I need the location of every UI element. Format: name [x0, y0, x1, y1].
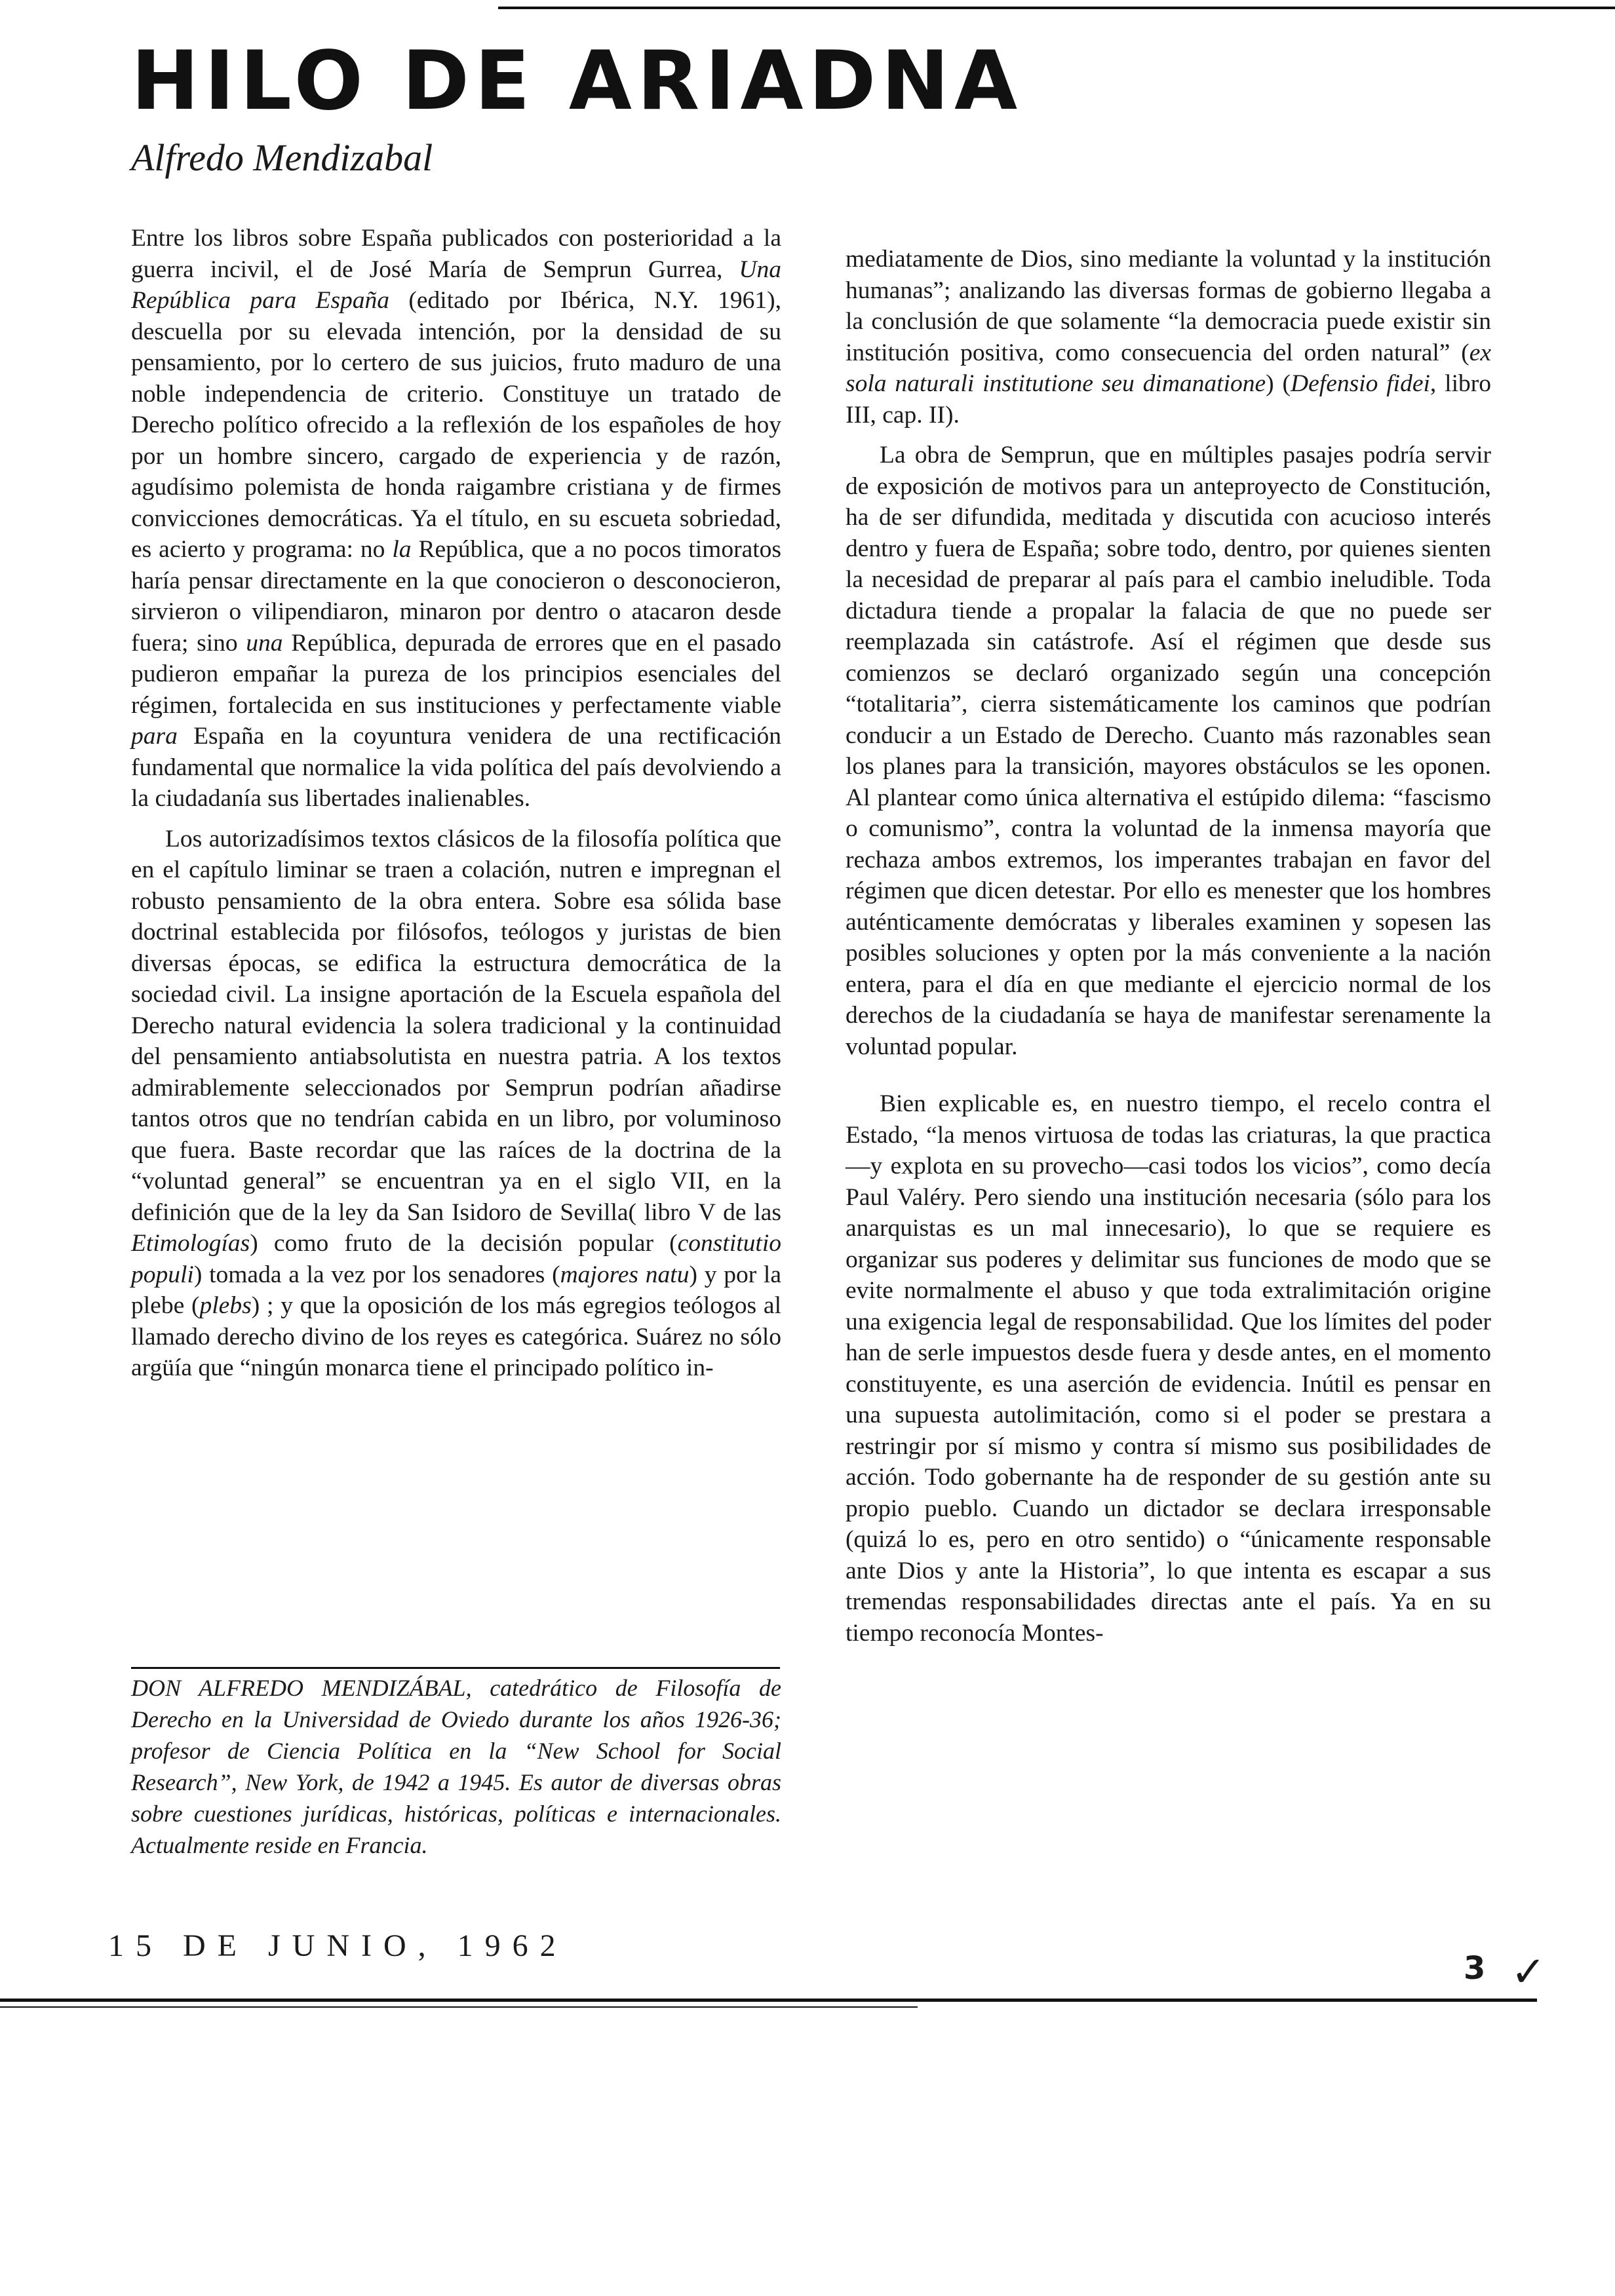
issue-date: 15 DE JUNIO, 1962: [108, 1928, 568, 1963]
page-number: 3: [1464, 1950, 1486, 1987]
corner-mark-icon: ✓: [1511, 1949, 1546, 1995]
paragraph: Los autorizadísimos textos clásicos de la filosofía política que en el capítulo liminar se traen a colación, nutren e impregnan el robusto pensamiento de la obra entera. Sobre esa sólida base doctrinal establecida por filósofos, teólogos y juristas de bien diversas épocas, se edifica la estructura democrática de la sociedad civil. La insigne aportación de la Escuela española del Derecho natural evidencia la solera tradicional y la continuidad del pensamiento antiabsolutista en nuestra patria. A los textos admirablemente seleccionados por Semprun podrían añadirse tantos otros que no tendrían cabida en un libro, por voluminoso que fuera. Baste recordar que las raíces de la doctrina de la “voluntad general” se encuentran ya en el siglo VII, en la definición que de la ley da San Isidoro de Sevilla( libro V de las Etimologías) como fruto de la decisión popular (constitutio populi) tomada a la vez por los senadores (majores natu) y por la plebe (plebs) ; y que la oposición de los más egregios teólogos al llamado derecho divino de los reyes es categórica. Suárez no sólo argüía que “ningún monarca tiene el principado político in-: [131, 825, 781, 1381]
paragraph: mediatamente de Dios, sino mediante la voluntad y la institución humanas”; analizando las diversas formas de gobierno llegaba a la conclusión de que solamente “la democracia puede existir sin institución positiva, como consecuencia del orden natural” (ex sola naturali institutione seu dimanatione) (Defensio fidei, libro III, cap. II).: [846, 246, 1492, 429]
paragraph: La obra de Semprun, que en múltiples pasajes podría servir de exposición de motivos para un anteproyecto de Constitución, ha de ser difundida, meditada y discutida con acucioso interés dentro y fuera de España; sobre todo, dentro, por quienes sienten la necesidad de preparar al país para el cambio ineludible. Toda dictadura tiende a propalar la falacia de que no puede ser reemplazada sin catástrofe. Así el régimen que desde sus comienzos se declaró organizado según una concepción “totalitaria”, cierra sistemáticamente los caminos que podrían conducir a un Estado de Derecho. Cuanto más razonables sean los planes para la transición, mayores obstáculos se les oponen. Al plantear como única alternativa el estúpido dilema: “fascismo o comunismo”, contra la voluntad de la inmensa mayoría que rechaza ambos extremos, los imperantes trabajan en favor del régimen que dicen detestar. Por ello es menester que los hombres auténticamente demócratas y liberales examinen y sopesen las posibles soluciones y opten por la más conveniente a la nación entera, para el día en que mediante el ejercicio normal de los derechos de la ciudadanía se haya de manifestar serenamente la voluntad popular.: [846, 442, 1491, 1060]
bio-divider: [131, 1667, 780, 1669]
right-column: [846, 244, 1491, 1649]
paragraph: Entre los libros sobre España publicados con posterioridad a la guerra incivil, el de José María de Semprun Gurrea, Una República para España (editado por Ibérica, N.Y. 1961), descuella por su elevada intención, por la densidad de su pensamiento, por lo certero de sus juicios, fruto maduro de una noble independencia de criterio. Constituye un tratado de Derecho político ofrecido a la reflexión de los españoles de hoy por un hombre sincero, cargado de experiencia y de razón, agudísimo polemista de honda raigambre cristiana y de firmes convicciones democráticas. Ya el título, en su escueta sobriedad, es acierto y programa: no la República, que a no pocos timoratos haría pensar directamente en la que conocieron o desconocieron, sirvieron o vilipendiaron, minaron por dentro o atacaron desde fuera; sino una República, depurada de errores que en el pasado pudieron empañar la pureza de los principios esenciales del régimen, fortalecida en sus instituciones y perfectamente viable para España en la coyuntura venidera de una rectificación fundamental que normalice la vida política del país devolviendo a la ciudadanía sus libertades inalienables.: [131, 225, 781, 812]
article-author: Alfredo Mendizabal: [131, 136, 433, 179]
top-rule: [498, 7, 1615, 9]
author-bio: DON ALFREDO MENDIZÁBAL, catedrático de Filosofía de Derecho en la Universidad de Oviedo durante los años 1926-36; profesor de Ciencia Política en la “New School for Social Research”, New York, de 1942 a 1945. Es autor de diversas obras sobre cuestiones jurídicas, históricas, políticas e internacionales. Actualmente reside en Francia.: [131, 1675, 781, 1858]
paragraph: Bien explicable es, en nuestro tiempo, el recelo contra el Estado, “la menos virtuosa de todas las criaturas, la que practica—y explota en su provecho—casi todos los vicios”, como decía Paul Valéry. Pero siendo una institución necesaria (sólo para los anarquistas es un mal innecesario), lo que se requiere es organizar sus poderes y delimitar sus funciones de modo que se evite normalmente el abuso y que toda extralimitación origine una exigencia legal de responsabilidad. Que los límites del poder han de serle impuestos desde fuera y desde antes, en el momento constituyente, es una aserción de evidencia. Inútil es pensar en una supuesta autolimitación, como si el poder se prestara a restringir por sí mismo y contra sí mismo sus posibilidades de acción. Todo gobernante ha de responder de su gestión ante su propio pueblo. Cuando un dictador se declara irresponsable (quizá lo es, pero en otro sentido) o “únicamente responsable ante Dios y ante la Historia”, lo que intenta es escapar a sus tremendas responsabilidades directas ante el país. Ya en su tiempo reconocía Montes-: [846, 1090, 1491, 1647]
left-column: [131, 223, 781, 1384]
bottom-rule: [0, 1999, 1537, 2002]
bottom-rule-thin: [0, 2006, 918, 2008]
article-title: HILO DE ARIADNA: [131, 34, 1023, 128]
